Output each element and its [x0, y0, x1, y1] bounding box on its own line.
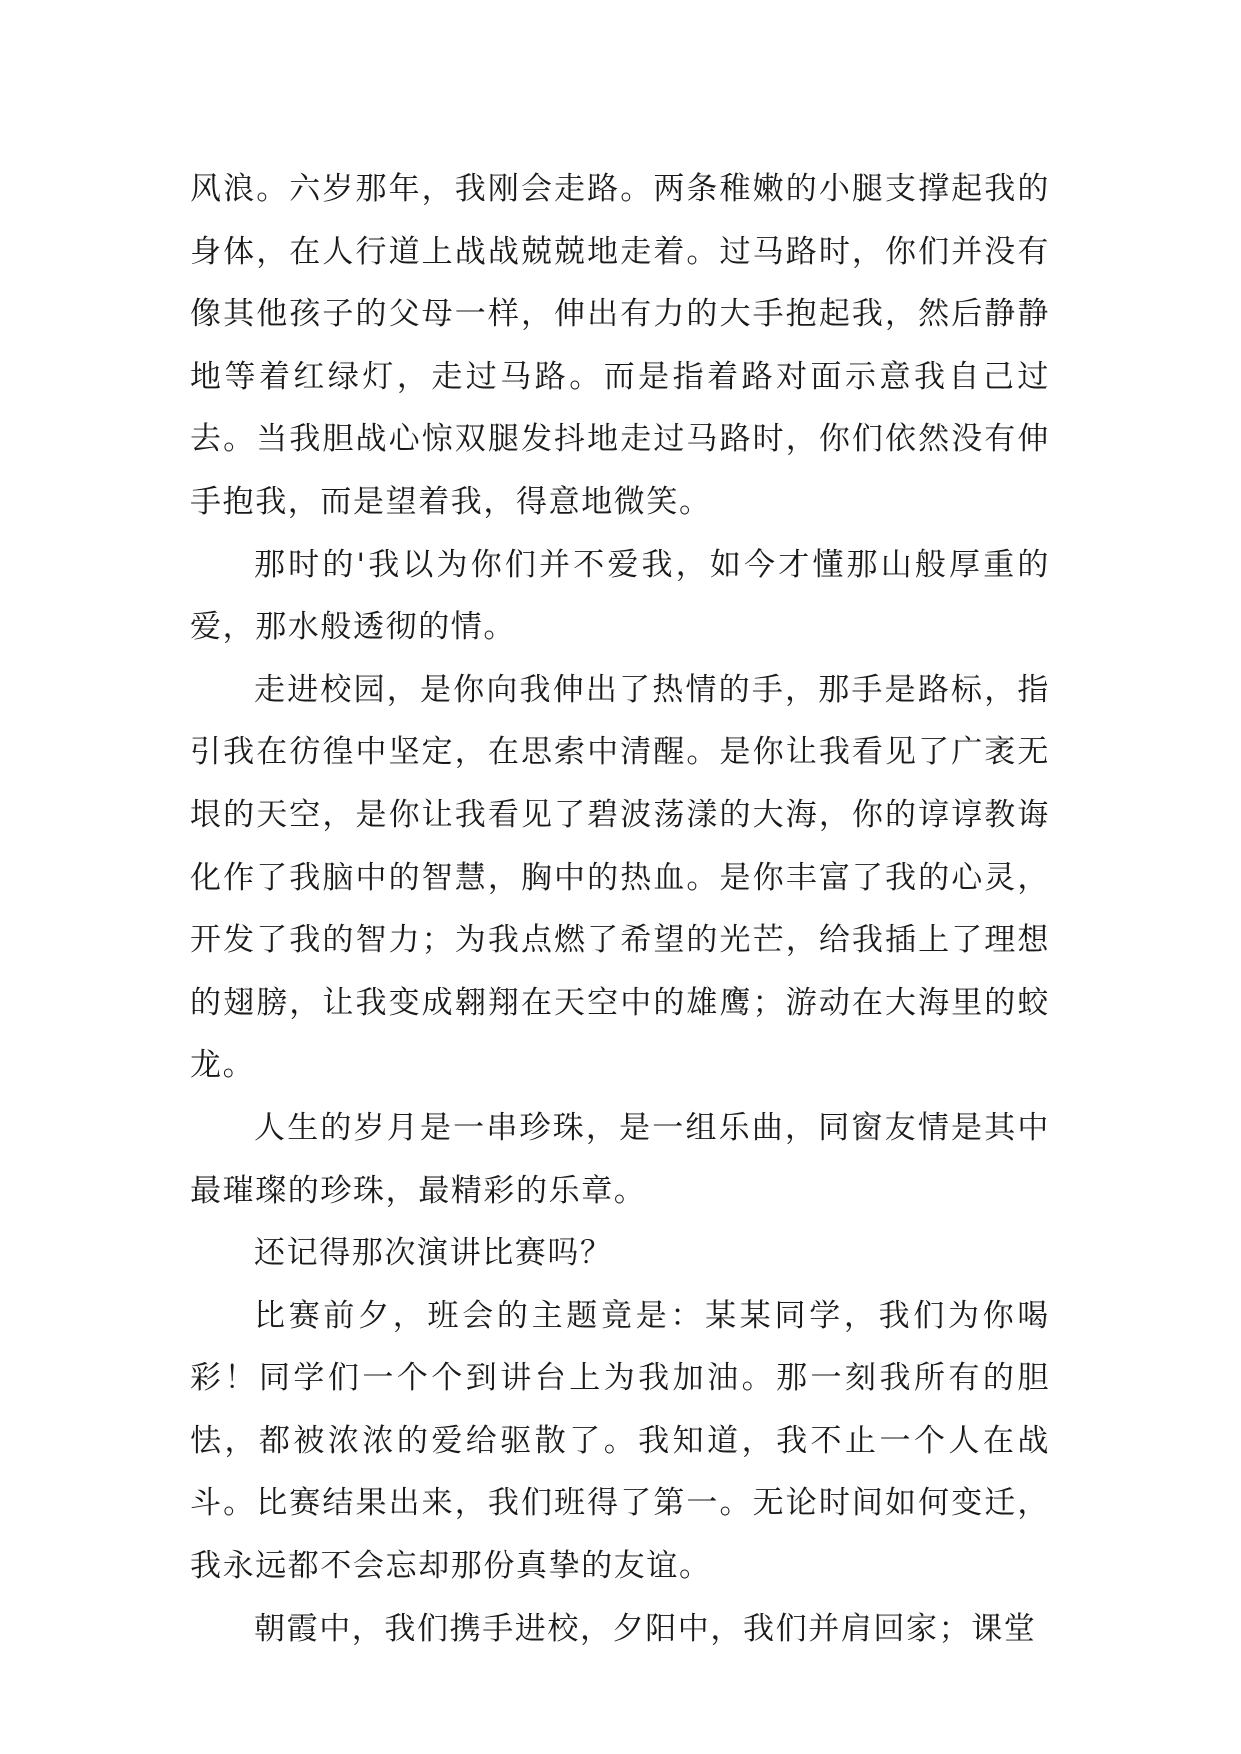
paragraph-2: 那时的'我以为你们并不爱我，如今才懂那山般厚重的爱，那水般透彻的情。 — [190, 546, 1050, 646]
paragraph-4: 人生的岁月是一串珍珠，是一组乐曲，同窗友情是其中最璀璨的珍珠，最精彩的乐章。 — [190, 1109, 1050, 1209]
paragraph-3: 走进校园，是你向我伸出了热情的手，那手是路标，指引我在彷徨中坚定，在思索中清醒。是你让我看见了广袤无垠的天空，是你让我看见了碧波荡漾的大海，你的谆谆教诲化作了我脑中的智慧，胸中的热血。是你丰富了我的心灵，开发了我的智力；为我点燃了希望的光芒，给我插上了理想的翅膀，让我变成翱翔在天空中的雄鹰；游动在大海里的蛟龙。 — [190, 671, 1050, 1084]
paragraph-7: 朝霞中，我们携手进校，夕阳中，我们并肩回家；课堂 — [254, 1610, 1037, 1647]
paragraph-5: 还记得那次演讲比赛吗？ — [254, 1235, 613, 1272]
body-text — [190, 158, 1050, 1660]
paragraph-1: 风浪。六岁那年，我刚会走路。两条稚嫩的小腿支撑起我的身体，在人行道上战战兢兢地走着。过马路时，你们并没有像其他孩子的父母一样，伸出有力的大手抱起我，然后静静地等着红绿灯，走过马路。而是指着路对面示意我自己过去。当我胆战心惊双腿发抖地走过马路时，你们依然没有伸手抱我，而是望着我，得意地微笑。 — [190, 171, 1050, 520]
paragraph-6: 比赛前夕，班会的主题竟是：某某同学，我们为你喝彩！同学们一个个到讲台上为我加油。那一刻我所有的胆怯，都被浓浓的爱给驱散了。我知道，我不止一个人在战斗。比赛结果出来，我们班得了第一。无论时间如何变迁，我永远都不会忘却那份真挚的友谊。 — [190, 1297, 1050, 1585]
